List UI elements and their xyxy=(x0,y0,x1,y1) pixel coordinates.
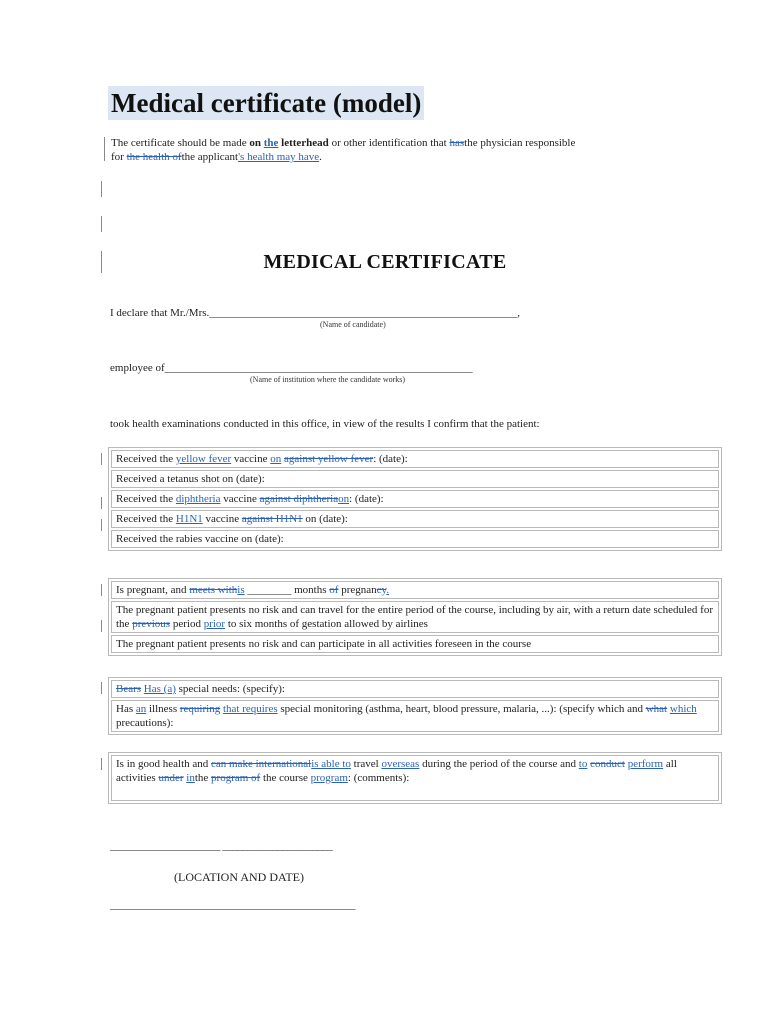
intro-text: The certificate should be made xyxy=(111,137,247,149)
row-text: vaccine xyxy=(205,513,240,525)
intro-text: the physician responsible xyxy=(464,137,576,149)
change-bar xyxy=(101,497,102,509)
health-row xyxy=(111,755,719,801)
insertion: on xyxy=(270,453,282,465)
row-text: : (date): xyxy=(349,493,384,505)
deletion: what xyxy=(645,703,668,715)
deletion: can make international xyxy=(211,758,312,770)
pregnancy-row-travel xyxy=(111,601,719,633)
row-text: illness xyxy=(149,703,178,715)
change-bar xyxy=(101,519,102,531)
deletion: the health of xyxy=(126,151,182,163)
change-bar xyxy=(101,758,102,770)
deletion: cy xyxy=(376,584,387,596)
candidate-name-hint: (Name of candidate) xyxy=(320,320,386,329)
good-health-box xyxy=(108,752,722,804)
examination-statement: took health examinations conducted in this office, in view of the results I confirm that the patient: xyxy=(110,418,540,430)
intro-text: for xyxy=(111,151,124,163)
row-text: Received a tetanus shot on (date): xyxy=(116,473,265,485)
row-text: Is in good health and xyxy=(116,758,209,770)
insertion: in xyxy=(186,772,195,784)
deletion: against diphtheria xyxy=(259,493,339,505)
vaccine-row-rabies xyxy=(111,530,719,548)
deletion: Bears xyxy=(116,683,142,695)
insertion: which xyxy=(669,703,697,715)
row-text: the xyxy=(194,772,209,784)
row-text: to six months of gestation allowed by airlines xyxy=(227,618,428,630)
insertion: yellow fever xyxy=(175,453,232,465)
deletion: of xyxy=(329,584,339,596)
row-text: the course xyxy=(262,772,308,784)
change-bar xyxy=(101,181,102,197)
row-text: The pregnant patient presents no risk and can participate in all activities foreseen in the course xyxy=(116,638,532,650)
change-bar xyxy=(101,216,102,232)
signature-line-bottom: _________________________________________________ xyxy=(110,899,355,911)
document-title: Medical certificate (model) xyxy=(108,86,424,120)
row-text: all activities xyxy=(116,758,677,784)
deletion: has xyxy=(449,137,465,149)
row-text: Received the xyxy=(116,493,174,505)
row-text: vaccine xyxy=(233,453,268,465)
change-bar xyxy=(101,453,102,465)
insertion: prior xyxy=(203,618,226,630)
insertion: to xyxy=(578,758,588,770)
insertion: diphtheria xyxy=(175,493,221,505)
row-text: special monitoring (asthma, heart, blood pressure, malaria, ...): (specify which and xyxy=(280,703,643,715)
insertion: is able to xyxy=(311,758,351,770)
row-text: precautions): xyxy=(116,717,174,729)
intro-text: . xyxy=(319,151,322,163)
row-text: : (comments): xyxy=(347,772,410,784)
location-date-label: (LOCATION AND DATE) xyxy=(174,870,304,884)
row-text: period xyxy=(172,618,201,630)
intro-bold: on xyxy=(249,137,261,149)
insertion: an xyxy=(135,703,147,715)
insertion: 's health may have xyxy=(238,151,320,163)
vaccines-box xyxy=(108,447,722,551)
row-text: Received the rabies vaccine on (date): xyxy=(116,533,284,545)
intro-text: the applicant xyxy=(181,151,239,163)
vaccine-row-yellow-fever xyxy=(111,450,719,468)
row-text: travel xyxy=(353,758,379,770)
needs-row-special xyxy=(111,680,719,698)
insertion: . xyxy=(386,584,390,596)
pregnancy-box xyxy=(108,578,722,656)
employee-line: employee of________________________________________________________ xyxy=(110,362,473,374)
insertion: Has (a) xyxy=(143,683,176,695)
insertion: program xyxy=(310,772,348,784)
insertion: on xyxy=(338,493,350,505)
insertion: perform xyxy=(627,758,664,770)
vaccine-row-tetanus xyxy=(111,470,719,488)
row-text: The pregnant patient presents no risk and can travel for the entire period of the course, including by air, with a return date scheduled for the xyxy=(116,604,714,630)
insertion: overseas xyxy=(381,758,420,770)
change-bar xyxy=(101,620,102,632)
deletion: program of xyxy=(211,772,261,784)
vaccine-row-diphtheria xyxy=(111,490,719,508)
row-text: Is pregnant, and xyxy=(116,584,187,596)
vaccine-row-h1n1 xyxy=(111,510,719,528)
intro-paragraph xyxy=(111,136,711,164)
row-text: ________ months xyxy=(247,584,327,596)
pregnancy-row-status xyxy=(111,581,719,599)
row-text: Received the xyxy=(116,513,174,525)
certificate-heading: MEDICAL CERTIFICATE xyxy=(263,251,507,273)
deletion: requiring xyxy=(179,703,221,715)
needs-row-illness xyxy=(111,700,719,732)
insertion: H1N1 xyxy=(175,513,203,525)
pregnancy-row-activities xyxy=(111,635,719,653)
row-text: pregnan xyxy=(341,584,377,596)
insertion: the xyxy=(263,137,279,149)
insertion: is xyxy=(237,584,245,596)
deletion: previous xyxy=(132,618,171,630)
row-text: special needs: (specify): xyxy=(178,683,285,695)
insertion: that requires xyxy=(222,703,278,715)
deletion: under xyxy=(158,772,184,784)
row-text: on (date): xyxy=(305,513,348,525)
change-bar xyxy=(104,137,105,161)
signature-line: ______________________ ______________________ xyxy=(110,840,333,852)
row-text: vaccine xyxy=(223,493,257,505)
row-text: : (date): xyxy=(373,453,408,465)
row-text: Has xyxy=(116,703,134,715)
deletion: meets with xyxy=(189,584,238,596)
row-text: Received the xyxy=(116,453,174,465)
row-text: during the period of the course and xyxy=(422,758,577,770)
special-needs-box xyxy=(108,677,722,735)
deletion: against yellow fever xyxy=(284,453,374,465)
intro-bold: letterhead xyxy=(281,137,329,149)
intro-text: or other identification that xyxy=(331,137,447,149)
deletion: conduct xyxy=(590,758,625,770)
institution-hint: (Name of institution where the candidate works) xyxy=(250,375,406,384)
change-bar xyxy=(101,682,102,694)
deletion: against H1N1 xyxy=(241,513,303,525)
declare-line: I declare that Mr./Mrs.________________________________________________________, xyxy=(110,307,521,319)
change-bar xyxy=(101,584,102,596)
